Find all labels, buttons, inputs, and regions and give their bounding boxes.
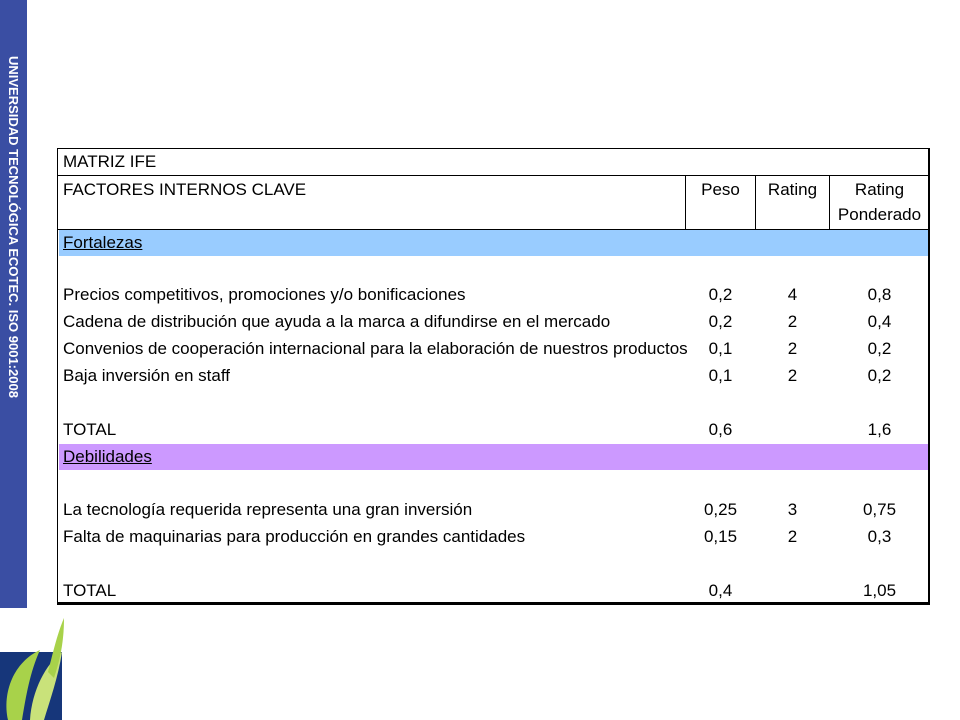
peso-cell: 0,2 [708, 312, 733, 331]
header-ponderado-line1: Rating [854, 180, 905, 199]
ponderado-cell: 0,4 [867, 312, 892, 331]
debilidades-label: Debilidades [63, 447, 152, 466]
rating-cell: 2 [787, 366, 798, 385]
factor-cell: Convenios de cooperación internacional para la elaboración de nuestros productos [63, 339, 688, 358]
rating-cell: 4 [787, 285, 798, 304]
ponderado-cell: 0,8 [867, 285, 892, 304]
peso-cell: 0,15 [703, 527, 738, 546]
total-label: TOTAL [63, 420, 117, 439]
university-logo [0, 612, 70, 720]
matrix-title: MATRIZ IFE [63, 152, 157, 171]
ponderado-cell: 0,3 [867, 527, 892, 546]
factor-cell: Cadena de distribución que ayuda a la marca a difundirse en el mercado [63, 312, 611, 331]
ponderado-cell: 0,75 [862, 500, 897, 519]
header-factores: FACTORES INTERNOS CLAVE [63, 180, 307, 199]
ife-matrix-table [57, 148, 930, 605]
factor-cell: Falta de maquinarias para producción en grandes cantidades [63, 527, 526, 546]
rating-cell: 2 [787, 527, 798, 546]
ponderado-cell: 0,2 [867, 366, 892, 385]
fortalezas-band [59, 230, 928, 256]
peso-cell: 0,1 [708, 366, 733, 385]
ponderado-cell: 0,2 [867, 339, 892, 358]
peso-cell: 0,1 [708, 339, 733, 358]
header-rating: Rating [767, 180, 818, 199]
total-peso: 0,4 [708, 581, 733, 600]
factor-cell: Baja inversión en staff [63, 366, 230, 385]
total-peso: 0,6 [708, 420, 733, 439]
header-peso: Peso [701, 180, 740, 199]
peso-cell: 0,2 [708, 285, 733, 304]
debilidades-band [59, 444, 928, 470]
factor-cell: Precios competitivos, promociones y/o bonificaciones [63, 285, 466, 304]
rating-cell: 3 [787, 500, 798, 519]
factor-cell: La tecnología requerida representa una gran inversión [63, 500, 473, 519]
rating-cell: 2 [787, 339, 798, 358]
fortalezas-label: Fortalezas [63, 233, 143, 252]
sidebar-text: UNIVERSIDAD TECNOLÓGICA ECOTEC. ISO 9001:2008 [6, 56, 21, 398]
header-ponderado-line2: Ponderado [837, 205, 922, 224]
sidebar-banner [0, 0, 27, 608]
total-ponderado: 1,6 [867, 420, 892, 439]
peso-cell: 0,25 [703, 500, 738, 519]
total-label: TOTAL [63, 581, 117, 600]
rating-cell: 2 [787, 312, 798, 331]
total-ponderado: 1,05 [862, 581, 897, 600]
